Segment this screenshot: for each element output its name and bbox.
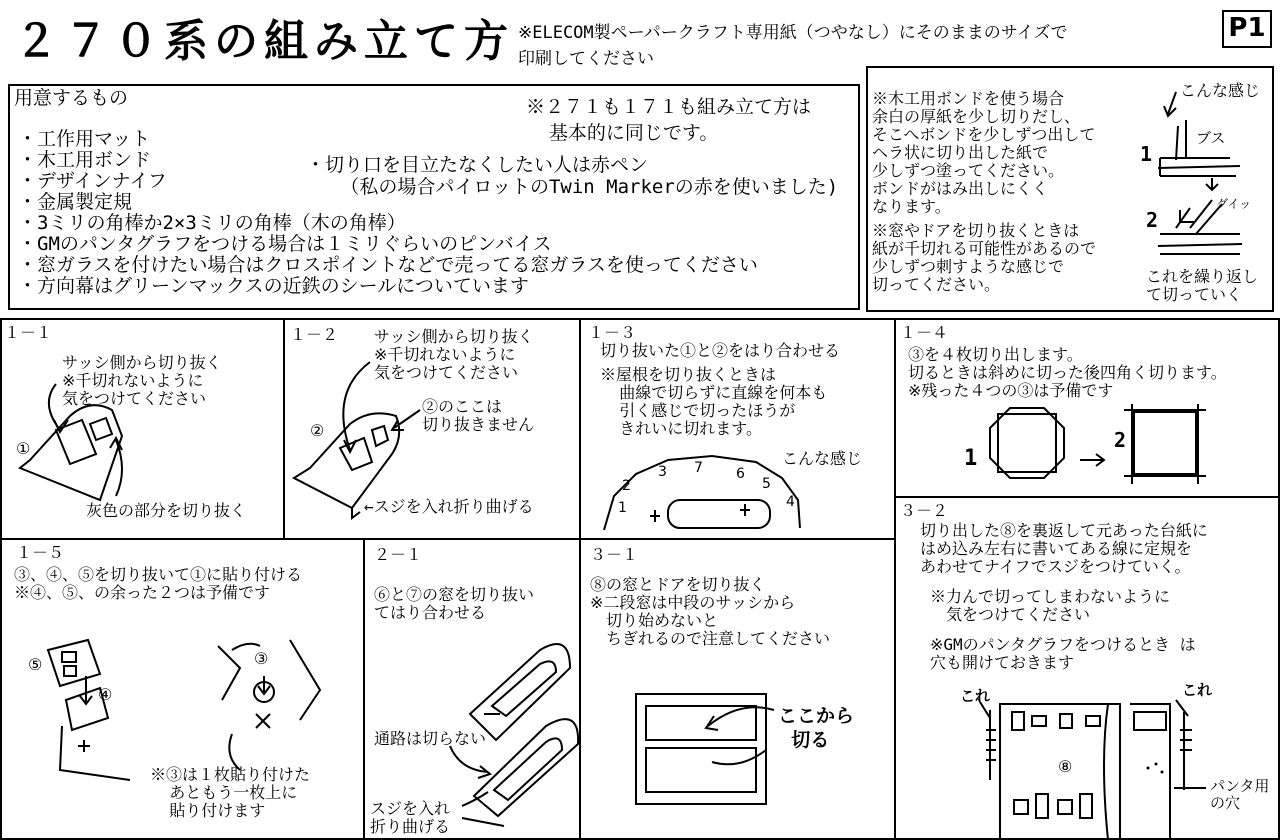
- roof-num: 4: [786, 494, 795, 510]
- step-text-line: サッシ側から切り抜く: [374, 327, 534, 346]
- window-tip-line: ※窓やドアを切り抜くときは: [872, 221, 1080, 240]
- roof-tip-line: ※屋根を切り抜くときは: [600, 365, 777, 384]
- step-label-3-1: ３－１: [590, 545, 639, 564]
- note-line: ※GMのパンタグラフをつけるとき は: [930, 635, 1196, 654]
- kore-left-label: これ: [960, 687, 991, 705]
- roof-tip-line: 曲線で切らずに直線を何本も: [619, 383, 828, 402]
- step-text-line: あわせてナイフでスジをつけていく。: [920, 557, 1191, 576]
- kore-right-label: これ: [1182, 681, 1213, 699]
- step-text-line: 切り出した⑧を裏返して元あった台紙に: [920, 521, 1208, 540]
- step-text-line: サッシ側から切り抜く: [62, 353, 222, 372]
- window-tip-line: 少しずつ刺すような感じで: [872, 257, 1065, 276]
- roof-tip-line: きれいに切れます。: [619, 419, 762, 438]
- sketch-bsu-label: ブス: [1196, 129, 1226, 147]
- baseboard-sketch: [980, 700, 1206, 840]
- passage-note: 通路は切らない: [374, 729, 487, 748]
- circle-2: ②: [310, 421, 325, 440]
- step-text-line: ※千切れないように: [374, 345, 516, 364]
- page-title: ２７０系の組み立て方: [14, 16, 514, 67]
- circle-3: ③: [254, 649, 269, 668]
- material-item: ・方向幕はグリーンマックスの近鉄のシールについています: [18, 275, 529, 297]
- cut-from-line: 切る: [791, 729, 830, 751]
- tips-sketch-label: こんな感じ: [1180, 81, 1261, 100]
- tips-sketch: [1158, 92, 1242, 254]
- square-cut-sketch: [990, 404, 1206, 484]
- no-cut-line: ②のここは: [422, 397, 503, 416]
- step-text-line: はめ込み左右に書いてある線に定規を: [920, 539, 1193, 558]
- step-text-line: ③、④、⑤を切り抜いて①に貼り付ける: [14, 565, 303, 584]
- step-text-line: 切り始めないと: [590, 611, 719, 630]
- material-item: ・窓ガラスを付けたい場合はクロスポイントなどで売ってる窓ガラスを使ってください: [18, 254, 758, 276]
- note-line: 貼り付けます: [169, 801, 266, 820]
- print-note-line-2: 印刷してください: [518, 49, 654, 69]
- cut-from-line: ここから: [778, 705, 855, 727]
- fold-note: ←スジを入れ折り曲げる: [364, 497, 534, 516]
- step-label-1-3: １－３: [588, 323, 637, 342]
- material-item: ・金属製定規: [18, 191, 133, 213]
- gray-part-note: 灰色の部分を切り抜く: [86, 501, 247, 520]
- red-pen-line: ・切り口を目立たなくしたい人は赤ペン: [306, 154, 649, 176]
- step-text-line: ちぎれるので注意してください: [590, 629, 831, 648]
- material-item: ・3ミリの角棒か2×3ミリの角棒（木の角棒）: [18, 212, 406, 234]
- note-line: 気をつけてください: [930, 605, 1091, 624]
- step-text-line: 気をつけてください: [62, 389, 207, 408]
- sash-sketch-1: [20, 384, 122, 500]
- circle-5: ⑤: [28, 655, 43, 674]
- step-text-line: ※千切れないように: [62, 371, 204, 390]
- page-number-badge: P1: [1222, 10, 1272, 48]
- step-label-1-2: １－２: [290, 325, 339, 344]
- roof-sketch-label: こんな感じ: [782, 449, 863, 468]
- sketch-guii-label: グイッ: [1216, 197, 1252, 211]
- roof-num: 5: [762, 476, 771, 492]
- material-item: ・デザインナイフ: [18, 170, 167, 192]
- bond-tip-line: ヘラ状に切り出した紙で: [872, 143, 1049, 162]
- sketch-step-1: 1: [1140, 142, 1153, 166]
- step-label-1-4: １－４: [900, 323, 949, 342]
- fold-line: スジを入れ: [370, 799, 451, 818]
- step-text-line: ③を４枚切り出します。: [908, 345, 1083, 364]
- circle-1: ①: [16, 439, 31, 458]
- step-text-line: てはり合わせる: [374, 603, 487, 622]
- roof-num: 2: [622, 478, 631, 494]
- roof-num: 3: [658, 464, 667, 480]
- repeat-note-line: これを繰り返し: [1146, 267, 1259, 286]
- print-note-line-1: ※ELECOM製ペーパークラフト専用紙（つやなし）にそのままのサイズで: [518, 23, 1068, 43]
- step-label-1-5: １－５: [16, 543, 65, 562]
- repeat-note-line: て切っていく: [1146, 285, 1243, 304]
- sash-sketch-2: [294, 362, 420, 518]
- materials-heading: 用意するもの: [14, 87, 129, 109]
- step-text-line: ※二段窓は中段のサッシから: [590, 593, 796, 612]
- parts-sketch-1-5: [48, 640, 320, 780]
- red-pen-line: （私の場合パイロットのTwin Markerの赤を使いました): [340, 176, 839, 198]
- bond-tip-line: そこへボンドを少しずつ出して: [872, 125, 1096, 144]
- material-item: ・木工用ボンド: [18, 149, 152, 171]
- bond-tip-line: なります。: [872, 197, 951, 216]
- window-tip-line: 切ってください。: [872, 275, 1001, 294]
- note-line: 穴も開けておきます: [930, 653, 1075, 672]
- circle-8-large: ⑧: [1058, 757, 1073, 776]
- note-271-line: ※２７１も１７１も組み立て方は: [526, 96, 812, 118]
- note-line: あともう一枚上に: [169, 783, 298, 802]
- circle-4: ④: [98, 685, 113, 704]
- panta-hole-line: パンタ用: [1210, 777, 1270, 795]
- square-step-1: 1: [964, 446, 978, 471]
- fold-line: 折り曲げる: [370, 817, 451, 836]
- no-cut-line: 切り抜きません: [422, 415, 535, 434]
- roof-num: 6: [736, 466, 745, 482]
- window-pair-sketch: [450, 644, 578, 826]
- roof-num: 7: [694, 460, 703, 476]
- material-item: ・工作用マット: [18, 128, 151, 150]
- sketch-step-2: 2: [1146, 208, 1159, 232]
- step-text-line: ※残った４つの③は予備です: [908, 381, 1114, 400]
- window-tip-line: 紙が千切れる可能性があるので: [872, 239, 1097, 258]
- step-label-2-1: ２－１: [374, 545, 423, 564]
- roof-num: 1: [618, 500, 627, 516]
- note-271-line: 基本的に同じです。: [548, 122, 719, 144]
- roof-sketch: [604, 456, 800, 530]
- note-line: ※③は１枚貼り付けた: [150, 765, 311, 784]
- bond-tip-line: ※木工用ボンドを使う場合: [872, 89, 1065, 108]
- step-label-1-1: １－１: [4, 323, 53, 342]
- step-text-line: 気をつけてください: [374, 363, 519, 382]
- step-text-line: ⑧の窓とドアを切り抜く: [590, 575, 766, 594]
- step-text-line: 切るときは斜めに切った後四角く切ります。: [908, 363, 1227, 382]
- step-text-line: ※④、⑤、の余った２つは予備です: [14, 583, 271, 602]
- material-item: ・GMのパンタグラフをつける場合は１ミリぐらいのピンバイス: [18, 233, 552, 255]
- window-door-sketch: [636, 694, 774, 804]
- bond-tip-line: 余白の厚紙を少し切りだし、: [872, 107, 1081, 126]
- step-1-3-text: 切り抜いた①と②をはり合わせる: [600, 341, 841, 360]
- bond-tip-line: 少しずつ塗ってください。: [872, 161, 1065, 180]
- roof-tip-line: 引く感じで切ったほうが: [619, 401, 796, 420]
- note-line: ※力んで切ってしまわないように: [930, 587, 1171, 606]
- panta-hole-line: の穴: [1210, 794, 1241, 812]
- step-label-3-2: ３－２: [900, 501, 949, 520]
- step-text-line: ⑥と⑦の窓を切り抜い: [374, 585, 535, 604]
- bond-tip-line: ボンドがはみ出しにくく: [872, 179, 1049, 198]
- square-step-2: 2: [1114, 428, 1127, 452]
